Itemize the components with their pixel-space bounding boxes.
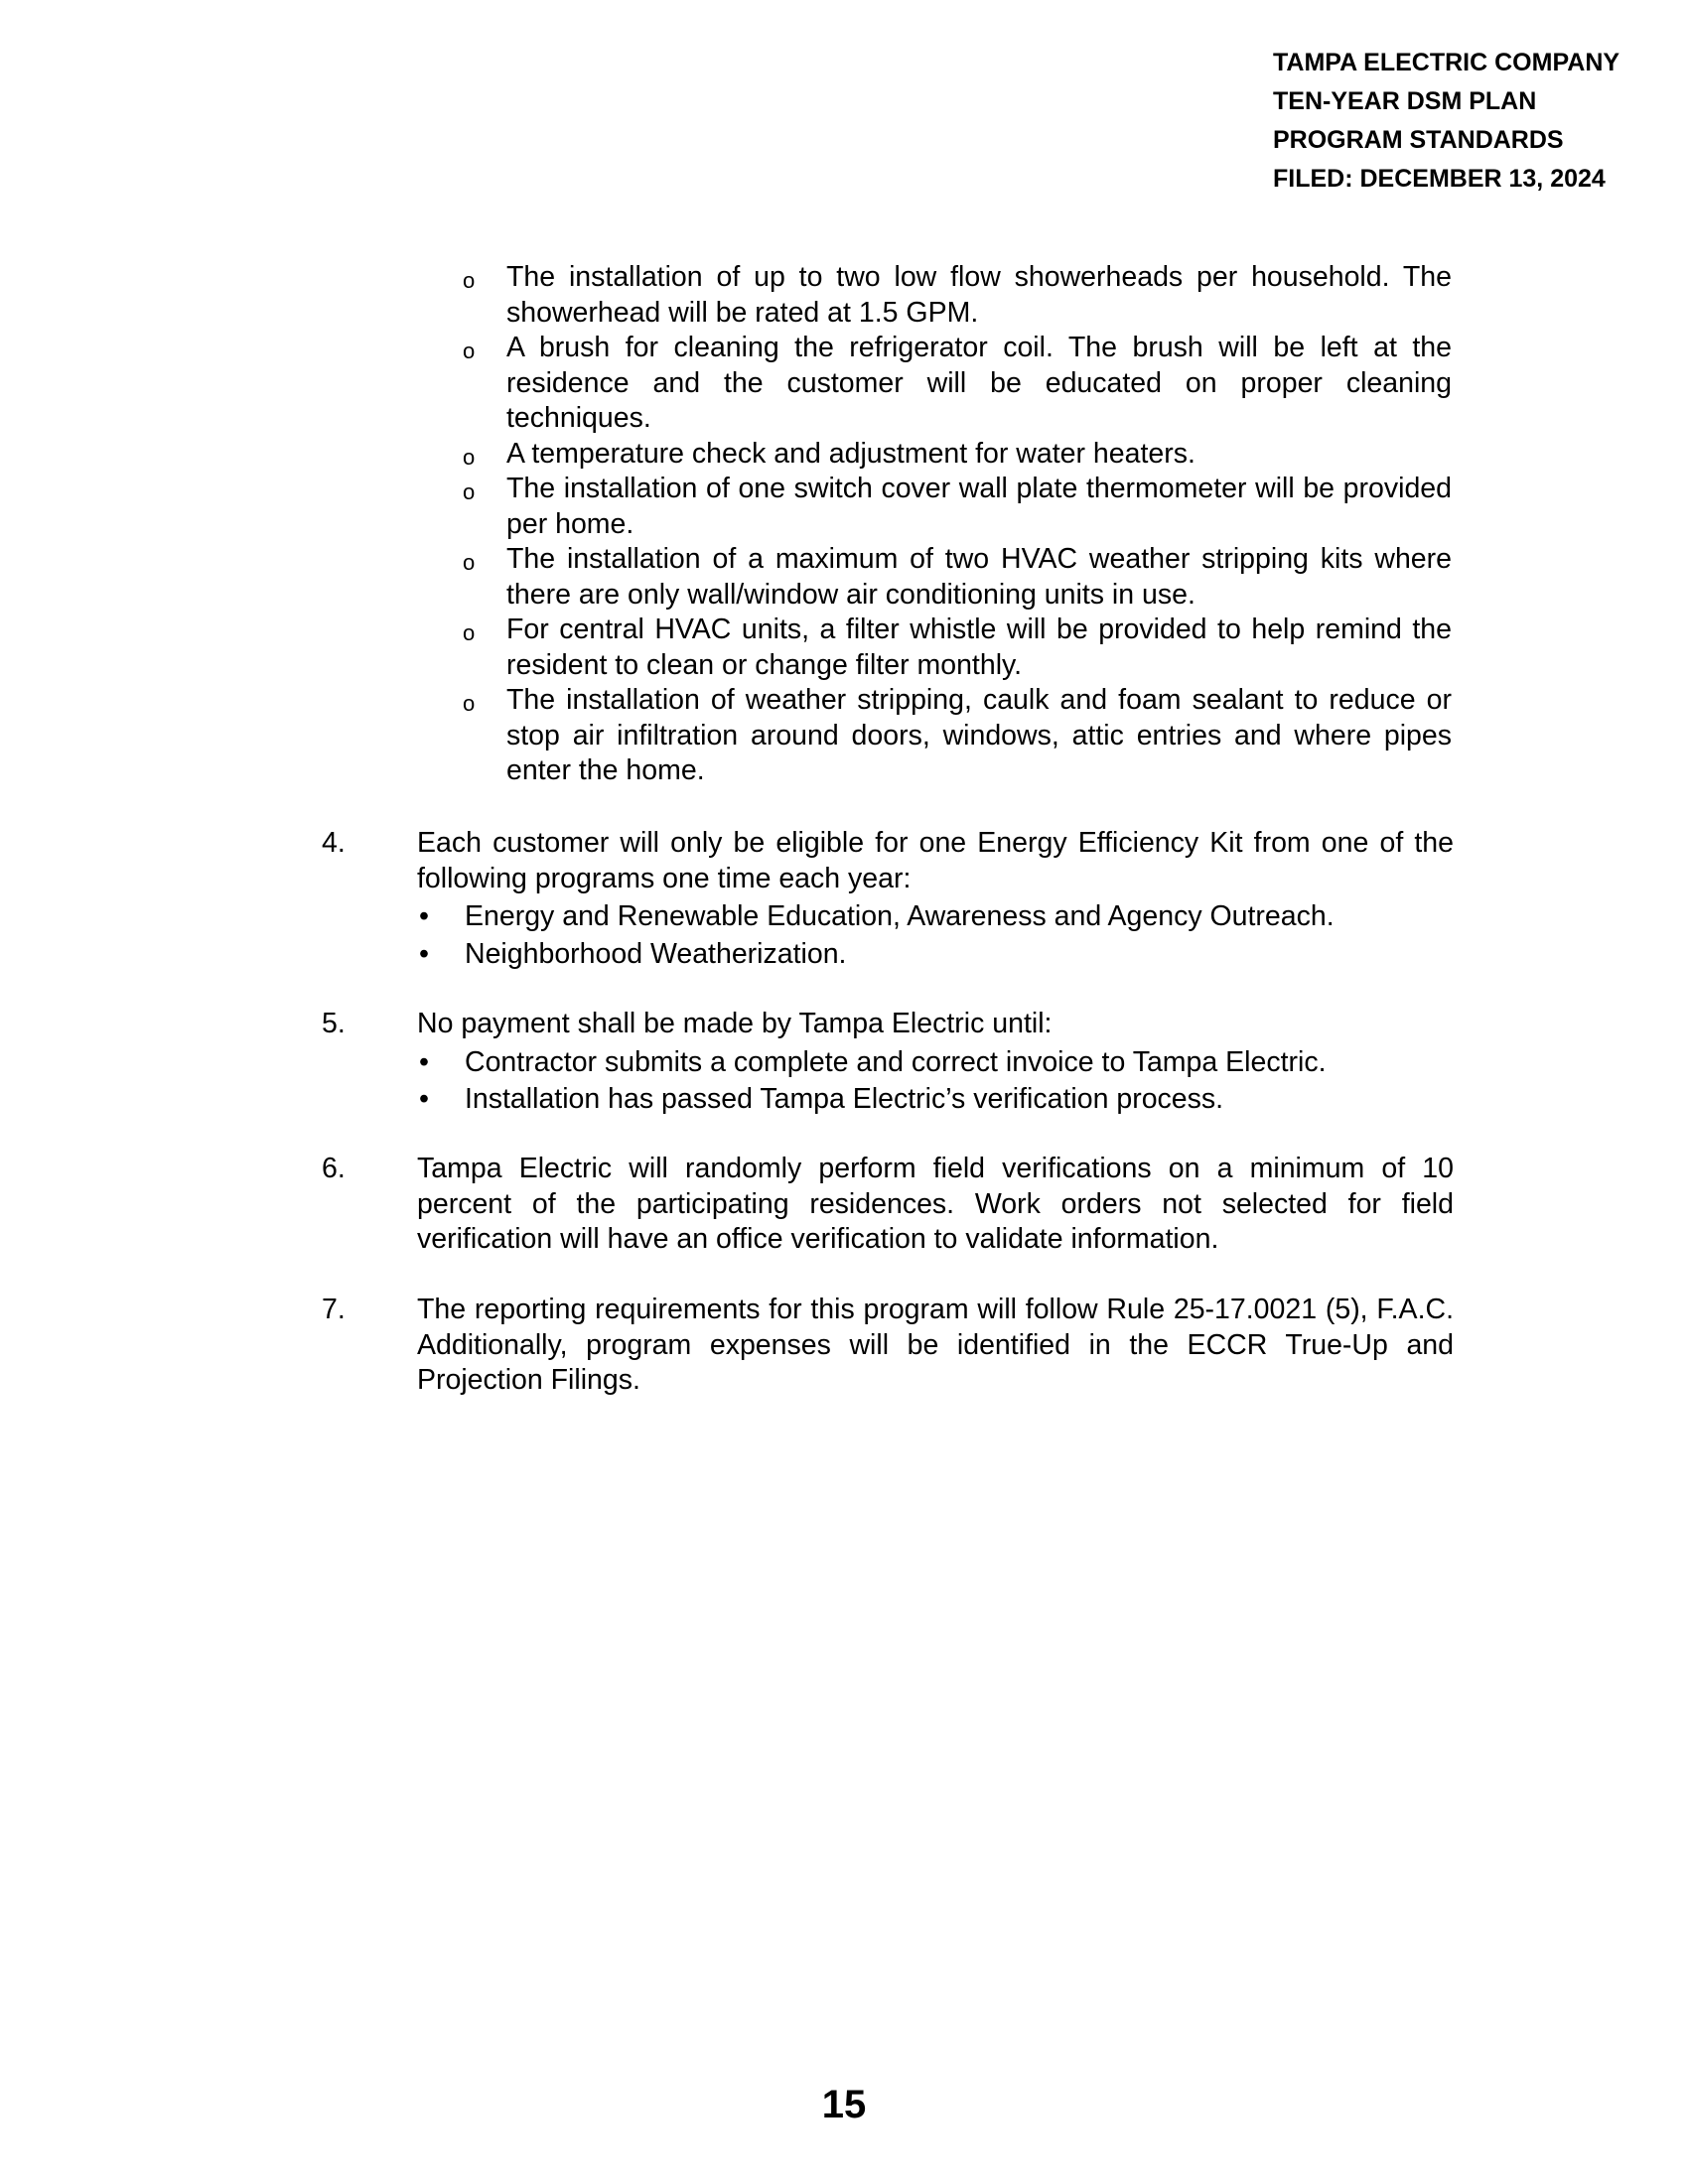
circle-bullet-icon: o — [463, 479, 476, 504]
bullet-item — [417, 898, 1454, 936]
item-text: The reporting requirements for this program will follow Rule 25-17.0021 (5), F.A.C. Additionally, program expenses will be identified in the ECCR True-Up and Projection Filings. — [417, 1294, 1454, 1396]
bullet-icon: • — [419, 1083, 429, 1115]
circle-bullet-icon: o — [463, 339, 476, 363]
sublist-item-text: A temperature check and adjustment for water heaters. — [506, 437, 1196, 470]
item-text: Each customer will only be eligible for one Energy Efficiency Kit from one of the following programs one time each year: — [417, 827, 1454, 894]
sublist-item — [459, 683, 1452, 789]
item-number: 4. — [322, 827, 346, 859]
bullet-item — [417, 936, 1454, 974]
sublist-item-text: The installation of up to two low flow showerheads per household. The showerhead will be rated at 1.5 GPM. — [506, 261, 1452, 329]
bullet-icon: • — [419, 900, 429, 932]
bullet-item — [417, 1081, 1454, 1119]
sublist-item — [459, 331, 1452, 437]
sublist-item-text: A brush for cleaning the refrigerator coil. The brush will be left at the residence and the customer will be educated on proper cleaning techniques. — [506, 332, 1452, 434]
sublist-item — [459, 472, 1452, 542]
header-filed-date: FILED: DECEMBER 13, 2024 — [1273, 165, 1606, 193]
item-number: 5. — [322, 1008, 346, 1039]
item-text: No payment shall be made by Tampa Electric until: — [417, 1008, 1053, 1039]
equipment-sublist — [459, 260, 1452, 789]
numbered-item-4 — [322, 826, 1454, 973]
sublist-item-text: The installation of one switch cover wall plate thermometer will be provided per home. — [506, 473, 1452, 540]
header-plan: TEN-YEAR DSM PLAN — [1273, 87, 1537, 115]
item-number: 7. — [322, 1294, 346, 1325]
circle-bullet-icon: o — [463, 550, 476, 575]
bullet-text: Installation has passed Tampa Electric’s verification process. — [465, 1083, 1224, 1115]
sublist-item — [459, 613, 1452, 683]
bullet-item — [417, 1044, 1454, 1082]
circle-bullet-icon: o — [463, 444, 476, 470]
sublist-item-text: The installation of a maximum of two HVAC weather stripping kits where there are only wall/window air conditioning units in use. — [506, 543, 1452, 611]
item-number: 6. — [322, 1153, 346, 1184]
bullet-list — [417, 898, 1454, 973]
circle-bullet-icon: o — [463, 620, 476, 645]
circle-bullet-icon: o — [463, 691, 476, 716]
sublist-item — [459, 437, 1452, 473]
bullet-icon: • — [419, 937, 429, 970]
document-header — [1273, 44, 1619, 199]
header-company: TAMPA ELECTRIC COMPANY — [1273, 49, 1620, 76]
bullet-text: Contractor submits a complete and correct invoice to Tampa Electric. — [465, 1045, 1327, 1078]
sublist-item — [459, 542, 1452, 613]
sublist-item — [459, 260, 1452, 331]
header-section: PROGRAM STANDARDS — [1273, 126, 1564, 154]
page-number: 15 — [821, 2083, 867, 2126]
sublist-item-text: The installation of weather stripping, caulk and foam sealant to reduce or stop air infiltration around doors, windows, attic entries and where pipes enter the home. — [506, 684, 1452, 786]
circle-bullet-icon: o — [463, 268, 476, 293]
numbered-item-5 — [322, 1007, 1454, 1119]
numbered-item-6 — [322, 1152, 1454, 1258]
item-text: Tampa Electric will randomly perform field verifications on a minimum of 10 percent of the participating residences. Work orders not selected for field verification will have an office verification to validate information. — [417, 1153, 1454, 1255]
sublist-item-text: For central HVAC units, a filter whistle will be provided to help remind the resident to clean or change filter monthly. — [506, 614, 1452, 681]
bullet-icon: • — [419, 1045, 429, 1078]
bullet-text: Neighborhood Weatherization. — [465, 937, 847, 970]
bullet-list — [417, 1044, 1454, 1119]
bullet-text: Energy and Renewable Education, Awareness and Agency Outreach. — [465, 900, 1335, 932]
numbered-item-7 — [322, 1293, 1454, 1399]
